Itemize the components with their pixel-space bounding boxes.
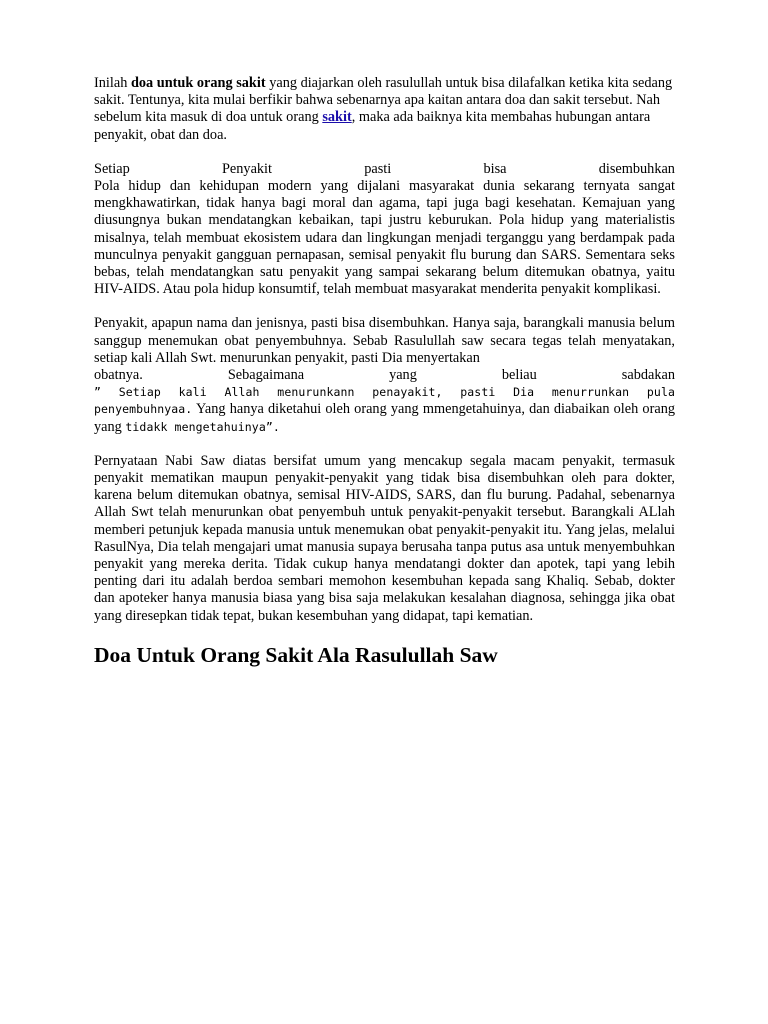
intro-word: sabdakan [621, 367, 675, 384]
quote-middle: Yang hanya diketahui oleh orang yang mmengetahuinya, dan diabaikan oleh orang yang [94, 401, 675, 435]
intro-word: beliau [501, 367, 537, 384]
intro-middle: yang diajarkan oleh rasulullah untuk bisa dilafalkan ketika kita sedang sakit. Tentunya, kita mulai berfikir bahwa sebenarnya apa kaitan antara doa dan sakit tersebut. Nah sebelum kita masuk di doa untuk orang [94, 75, 673, 126]
subheading-word: Penyakit [221, 160, 273, 177]
sakit-link[interactable]: sakit [322, 109, 352, 126]
intro-paragraph [94, 75, 675, 144]
subheading-word: bisa [483, 160, 507, 177]
intro-word: Sebagaimana [227, 367, 305, 384]
section-1-paragraph [94, 161, 675, 299]
intro-bold-phrase: doa untuk orang sakit [130, 75, 266, 91]
section-1-subheading [94, 161, 675, 178]
subheading-word: Setiap [94, 160, 130, 177]
intro-suffix: , maka ada baiknya kita membahas hubungan antara penyakit, obat dan doa. [94, 109, 651, 143]
section-1-body: Pola hidup dan kehidupan modern yang dijalani masyarakat dunia sekarang ternyata sangat mengkhawatirkan, tidak hanya bagi moral dan agama, tapi juga bagi kesehatan. Kemajuan yang diusungnya bukan mendatangkan kebaikan, tapi justru keburukan. Pola hidup yang materialistis misalnya, telah membuat ekosistem udara dan lingkungan menjadi terganggu yang berdampak pada munculnya penyakit gangguan pernapasan, semisal penyakit flu burung dan SARS. Sementara seks bebas, telah mendatangkan satu penyakit yang sampai sekarang belum ditemukan obatnya, yaitu HIV-AIDS. Atau pola hidup konsumtif, telah membuat masyarakat menderita penyakit komplikasi. [94, 178, 675, 298]
hadith-quote [94, 384, 675, 436]
section-2-intro-line [94, 367, 675, 384]
subheading-word: pasti [364, 160, 392, 177]
intro-prefix: Inilah [94, 75, 131, 91]
intro-word: obatnya. [94, 367, 143, 384]
intro-word: yang [389, 367, 417, 384]
quote-line-1: ” Setiap kali Allah menurunkann penayakit, pasti Dia menurrunkan pula penyembuhnyaa. [94, 385, 675, 417]
document-page [94, 75, 675, 668]
section-2-body: Penyakit, apapun nama dan jenisnya, pasti bisa disembuhkan. Hanya saja, barangkali manusia belum sanggup menemukan obat penyembuhnya. Sebab Rasulullah saw secara tegas telah menyatakan, setiap kali Allah Swt. menurunkan penyakit, pasti Dia menyertakan [94, 315, 675, 366]
quote-end: tidakk mengetahuinya”. [125, 419, 280, 434]
subheading-word: disembuhkan [598, 160, 675, 177]
section-heading: Doa Untuk Orang Sakit Ala Rasulullah Saw [94, 642, 498, 667]
section-3-paragraph: Pernyataan Nabi Saw diatas bersifat umum yang mencakup segala macam penyakit, termasuk penyakit mematikan maupun penyakit-penyakit yang tidak bisa disembuhkan oleh para dokter, karena belum ditemukan obatnya, semisal HIV-AIDS, SARS, dan flu burung. Padahal, sebenarnya Allah Swt telah menurunkan obat penyembuh untuk penyakit-penyakit tersebut. Barangkali ALlah memberi petunjuk kepada manusia untuk menemukan obat penyakit-penyakit itu. Yang jelas, melalui RasulNya, Dia telah mengajari umat manusia supaya berusaha tanpa putus asa untuk menyembuhkan penyakit yang mereka derita. Tidak cukup hanya mendatangi dokter dan apotek, tapi yang lebih penting dari itu adalah berdoa sembari memohon kesembuhan kepada sang Khaliq. Sebab, dokter dan apoteker hanya manusia biasa yang bisa saja melakukan kesalahan diagnosa, sehingga jika obat yang diresepkan tidak tepat, bukan kesembuhan yang didapat, tapi kematian. [94, 452, 675, 624]
section-2-paragraph [94, 315, 675, 435]
